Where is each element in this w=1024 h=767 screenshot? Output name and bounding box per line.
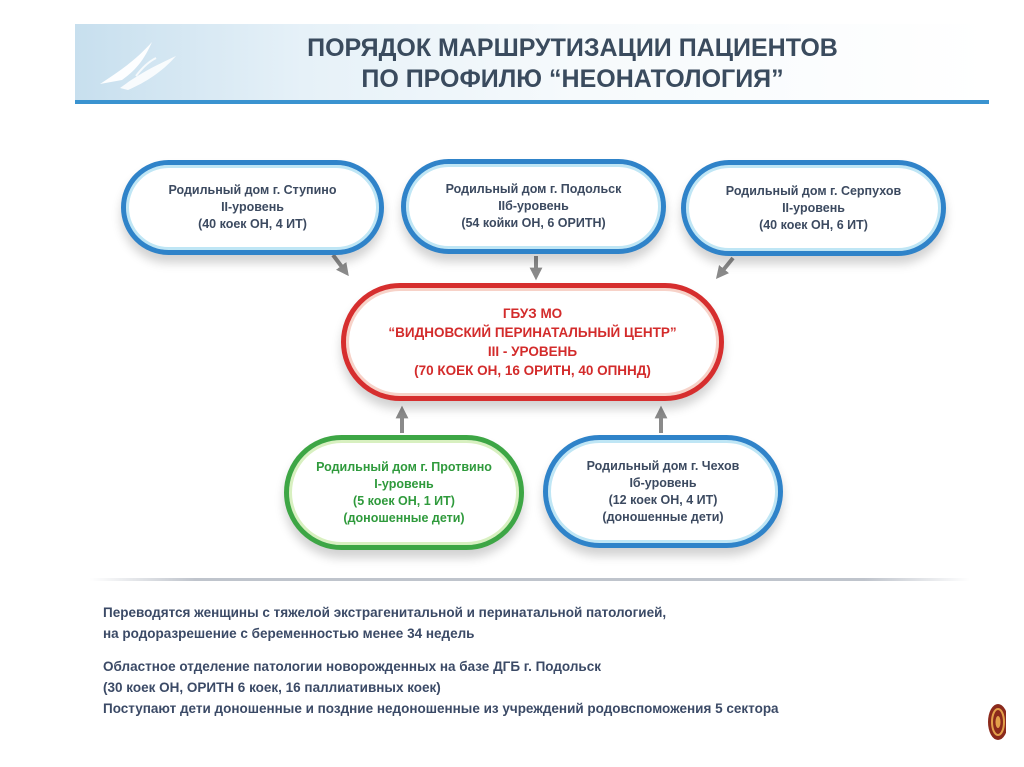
node-podolsk-level: IIб-уровень (498, 199, 569, 213)
node-serpukhov-level: II-уровень (782, 200, 845, 215)
node-perinatal-center (341, 283, 724, 401)
node-chekhov-level: Iб-уровень (629, 475, 697, 490)
node-serpukhov-name: Родильный дом г. Серпухов (725, 183, 902, 198)
node-protvino-note: (доношенные дети) (343, 510, 465, 525)
arrow-serpukhov-to-center (720, 258, 733, 274)
center-org-type: ГБУЗ МО (502, 306, 563, 321)
node-stupino-level: II-уровень (221, 200, 284, 214)
node-serpukhov-beds: (40 коек ОН, 6 ИТ) (759, 217, 868, 232)
node-chekhov-beds: (12 коек ОН, 4 ИТ) (608, 492, 718, 507)
note-2-line-3: Поступают дети доношенные и поздние недоношенные из учреждений родовспоможения 5 сектора (103, 701, 779, 716)
node-protvino-beds: (5 коек ОН, 1 ИТ) (353, 493, 455, 508)
node-stupino-name: Родильный дом г. Ступино (168, 183, 337, 197)
node-protvino-name: Родильный дом г. Протвино (316, 459, 492, 474)
arrow-stupino-to-center (333, 255, 345, 271)
seal-icon (984, 702, 1006, 742)
node-chekhov-note: (доношенные дети) (602, 509, 724, 524)
note-1-line-1: Переводятся женщины с тяжелой экстрагенитальной и перинатальной патологией, (103, 605, 667, 620)
note-2-line-1: Областное отделение патологии новорожденных на базе ДГБ г. Подольск (103, 659, 601, 674)
node-serpukhov (681, 160, 946, 256)
node-podolsk-name: Родильный дом г. Подольск (445, 182, 622, 196)
node-podolsk (401, 159, 666, 254)
node-podolsk-beds: (54 койки ОН, 6 ОРИТН) (461, 216, 606, 230)
title-line-2: ПО ПРОФИЛЮ “НЕОНАТОЛОГИЯ” (361, 65, 784, 93)
node-chekhov-name: Родильный дом г. Чехов (586, 458, 740, 473)
node-chekhov (543, 435, 783, 548)
notes-block (103, 602, 963, 719)
node-protvino-level: I-уровень (374, 476, 434, 491)
center-beds: (70 КОЕК ОН, 16 ОРИТН, 40 ОПННД) (414, 363, 651, 378)
title-line-1: ПОРЯДОК МАРШРУТИЗАЦИИ ПАЦИЕНТОВ (307, 34, 838, 62)
node-stupino-beds: (40 коек ОН, 4 ИТ) (198, 217, 307, 231)
center-name: “ВИДНОВСКИЙ ПЕРИНАТАЛЬНЫЙ ЦЕНТР” (388, 325, 677, 340)
node-stupino (121, 160, 384, 255)
note-1-line-2: на родоразрешение с беременностью менее 34 недель (103, 626, 475, 641)
section-divider (90, 578, 970, 581)
center-level: III - УРОВЕНЬ (487, 344, 578, 359)
node-protvino (284, 435, 524, 550)
note-2-line-2: (30 коек ОН, ОРИТН 6 коек, 16 паллиативных коек) (103, 680, 441, 695)
